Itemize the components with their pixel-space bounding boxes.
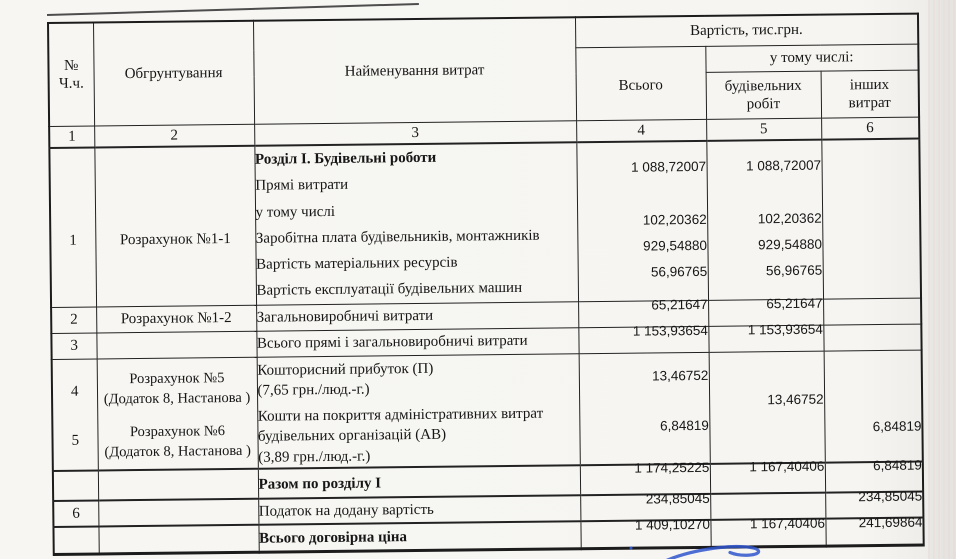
- total-value-cell: [578, 322, 708, 353]
- col-number-4: 4: [576, 119, 706, 142]
- row-no-5: 5: [71, 432, 80, 449]
- construction-value: 1 167,40406: [749, 515, 826, 532]
- vat-label: Податок на додану вартість: [258, 496, 580, 525]
- construction-value: 1 167,40406: [749, 458, 825, 475]
- header-construction-line1: будівельних: [724, 77, 802, 95]
- construction-value: 1 088,72007: [745, 157, 822, 174]
- expense-line: Прямі витрати: [255, 177, 349, 195]
- row-no-cell: 2: [51, 307, 96, 333]
- total-value: 13,46752: [651, 367, 709, 384]
- expense-line: Вартість експлуатації будівельних машин: [256, 280, 523, 300]
- row-expense-cell: [254, 142, 578, 305]
- empty-cell: [53, 471, 98, 501]
- other-value: 241,69864: [858, 514, 923, 531]
- construction-value: 102,20362: [757, 210, 822, 227]
- col-number-5: 5: [706, 118, 821, 141]
- expense-line: у тому числі: [255, 203, 336, 221]
- total-value: 1 174,25225: [634, 459, 710, 476]
- basis-line: (Додаток 8, Настанова ): [104, 442, 251, 461]
- basis-line: Розрахунок №5: [129, 369, 225, 387]
- total-value: 1 088,72007: [630, 159, 707, 175]
- pen-stroke: [655, 547, 759, 559]
- empty-cell: [821, 139, 921, 299]
- expense-line: Кошторисний прибуток (П): [257, 360, 434, 379]
- construction-value-cell: [710, 458, 825, 494]
- construction-value-cell: [708, 321, 823, 352]
- other-values-cell: [824, 350, 923, 463]
- other-value: 6,84819: [872, 457, 922, 473]
- empty-cell: [98, 525, 258, 554]
- row-expense-cell: [257, 354, 580, 469]
- row-basis-cell: Розрахунок №1-2: [96, 305, 256, 333]
- grand-total-label: Всього договірна ціна: [258, 522, 580, 552]
- header-including-cell: у тому числі:: [705, 44, 918, 72]
- header-other-line2: витрат: [848, 94, 891, 111]
- construction-values-cell: [709, 351, 825, 464]
- basis-line: (Додаток 8, Настанова ): [103, 389, 251, 408]
- total-values-cell: [576, 141, 708, 302]
- row-expense-cell: Всього прямі і загальновиробничі витрати: [256, 328, 578, 357]
- construction-value: 929,54880: [758, 236, 823, 253]
- cost-estimate-table-wrapper: [47, 13, 925, 556]
- empty-cell: [98, 469, 258, 501]
- table-row-sections-4-5: [52, 350, 923, 471]
- row-no-cell: 1: [49, 147, 96, 307]
- expense-line: Заробітна плата будівельників, монтажників: [255, 227, 540, 247]
- other-value: 6,84819: [872, 418, 922, 434]
- expense-line: Кошти на покриття адміністративних витрат: [257, 405, 544, 425]
- total-value: 234,85045: [645, 490, 710, 507]
- expense-line: (7,65 грн./люд.-г.): [257, 381, 370, 400]
- empty-cell: [53, 527, 98, 554]
- col-number-6: 6: [821, 117, 919, 140]
- col-number-1: 1: [49, 125, 94, 147]
- row-basis-cell: Розрахунок №1-1: [94, 146, 256, 307]
- row-no-cell: [52, 359, 98, 471]
- header-no-line2: Ч.ч.: [58, 75, 84, 92]
- header-construction-cell: [706, 71, 822, 119]
- expense-line: Вартість матеріальних ресурсів: [256, 254, 458, 273]
- construction-value: 56,96765: [765, 263, 823, 279]
- construction-value: 65,21647: [766, 295, 823, 312]
- total-value: 6,84819: [660, 417, 709, 433]
- header-no-cell: [48, 23, 94, 126]
- header-expense-name-cell: Найменування витрат: [253, 17, 576, 123]
- other-value-cell: [825, 514, 923, 546]
- total-value: 929,54880: [643, 238, 708, 254]
- row-no-4: 4: [70, 383, 79, 400]
- construction-value: 1 153,93654: [747, 321, 823, 338]
- header-cost-title-cell: Вартість, тис.грн.: [575, 14, 918, 48]
- col-number-3: 3: [254, 120, 576, 145]
- empty-cell: [823, 298, 921, 325]
- total-value: 65,21647: [651, 296, 708, 313]
- empty-cell: [823, 324, 921, 351]
- total-value: 102,20362: [642, 211, 707, 228]
- section-total-label: Разом по розділу I: [258, 466, 580, 499]
- signature-scribble: [600, 536, 800, 559]
- col-number-2: 2: [94, 124, 254, 148]
- pen-dot: [630, 547, 633, 550]
- total-values-cell: [579, 352, 710, 465]
- header-other-line1: інших: [849, 76, 890, 93]
- total-value: 1 153,93654: [632, 322, 708, 339]
- basis-line: Розрахунок №6: [129, 422, 226, 440]
- expense-line: будівельних організацій (АВ): [257, 426, 447, 446]
- row-expense-cell: Загальновиробничі витрати: [256, 302, 578, 331]
- header-total-cell: Всього: [575, 46, 706, 120]
- row-no-cell: 6: [53, 501, 98, 527]
- header-justification-cell: Обгрунтування: [93, 21, 254, 126]
- empty-cell: [98, 499, 258, 527]
- section1-title: Розділ I. Будівельні роботи: [254, 149, 437, 168]
- expense-line: (3,89 грн./люд.-г.): [258, 448, 371, 466]
- row-no-cell: 3: [51, 333, 96, 359]
- row-basis-cell: [97, 357, 258, 471]
- construction-value: 13,46752: [767, 391, 824, 408]
- total-value: 56,96765: [650, 264, 708, 280]
- table-row-section1: [49, 139, 921, 308]
- scan-edge-artifact: [928, 0, 956, 559]
- header-other-cell: [821, 70, 920, 118]
- empty-cell: [96, 331, 256, 359]
- cost-estimate-table: [47, 13, 925, 556]
- total-value: 1 409,10270: [634, 516, 711, 533]
- header-construction-line2: робіт: [746, 95, 781, 112]
- construction-values-cell: [706, 140, 823, 301]
- header-no-line1: №: [63, 57, 79, 74]
- other-value: 234,85045: [858, 488, 923, 505]
